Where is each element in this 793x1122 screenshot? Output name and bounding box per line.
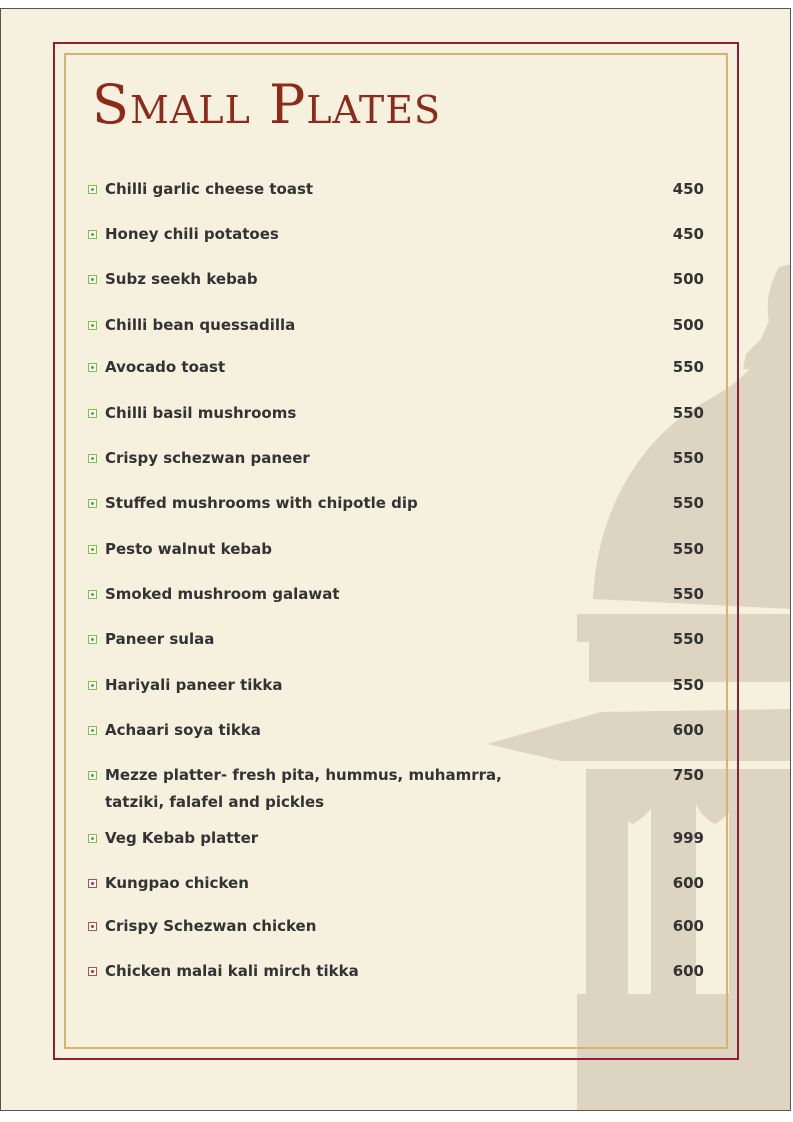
- veg-mark-icon: [88, 771, 97, 780]
- menu-item-price: 550: [672, 676, 704, 694]
- menu-item-name: Smoked mushroom galawat: [105, 585, 340, 603]
- menu-item-name: Kungpao chicken: [105, 874, 249, 892]
- menu-item-price: 600: [672, 721, 704, 739]
- veg-mark-icon: [88, 545, 97, 554]
- menu-item-price: 500: [672, 270, 704, 288]
- veg-mark-icon: [88, 454, 97, 463]
- veg-mark-icon: [88, 185, 97, 194]
- menu-item-name: Crispy Schezwan chicken: [105, 917, 317, 935]
- menu-item-name: Chicken malai kali mirch tikka: [105, 962, 359, 980]
- menu-item-name: Mezze platter- fresh pita, hummus, muhamrra, tatziki, falafel and pickles: [105, 766, 502, 811]
- menu-item-name: Chilli bean quessadilla: [105, 316, 296, 334]
- menu-item-price: 999: [672, 829, 704, 847]
- nonveg-mark-icon: [88, 967, 97, 976]
- veg-mark-icon: [88, 230, 97, 239]
- menu-item-price: 600: [672, 874, 704, 892]
- veg-mark-icon: [88, 681, 97, 690]
- menu-item-price: 600: [672, 917, 704, 935]
- menu-item-price: 550: [672, 540, 704, 558]
- menu-item-name: Chilli basil mushrooms: [105, 404, 297, 422]
- menu-item-price: 450: [672, 180, 704, 198]
- menu-item-price: 450: [672, 225, 704, 243]
- menu-item-name: Pesto walnut kebab: [105, 540, 273, 558]
- menu-item-name: Subz seekh kebab: [105, 270, 258, 288]
- menu-item-price: 750: [672, 766, 704, 784]
- menu-item-price: 550: [672, 494, 704, 512]
- menu-item-name: Crispy schezwan paneer: [105, 449, 310, 467]
- menu-item-price: 550: [672, 358, 704, 376]
- menu-item-name: Veg Kebab platter: [105, 829, 259, 847]
- veg-mark-icon: [88, 275, 97, 284]
- menu-item-price: 550: [672, 404, 704, 422]
- menu-item-name: Honey chili potatoes: [105, 225, 279, 243]
- menu-item-price: 550: [672, 585, 704, 603]
- veg-mark-icon: [88, 363, 97, 372]
- veg-mark-icon: [88, 321, 97, 330]
- menu-item-price: 550: [672, 630, 704, 648]
- menu-item-price: 500: [672, 316, 704, 334]
- veg-mark-icon: [88, 499, 97, 508]
- section-title: Small Plates: [92, 73, 442, 136]
- menu-item-price: 550: [672, 449, 704, 467]
- menu-item-name: Paneer sulaa: [105, 630, 215, 648]
- nonveg-mark-icon: [88, 922, 97, 931]
- veg-mark-icon: [88, 726, 97, 735]
- veg-mark-icon: [88, 834, 97, 843]
- veg-mark-icon: [88, 590, 97, 599]
- menu-item-name: Avocado toast: [105, 358, 226, 376]
- menu-item-name: Hariyali paneer tikka: [105, 676, 283, 694]
- nonveg-mark-icon: [88, 879, 97, 888]
- menu-item-name: Stuffed mushrooms with chipotle dip: [105, 494, 418, 512]
- menu-item-name: Chilli garlic cheese toast: [105, 180, 314, 198]
- menu-item-price: 600: [672, 962, 704, 980]
- veg-mark-icon: [88, 409, 97, 418]
- veg-mark-icon: [88, 635, 97, 644]
- menu-item-name: Achaari soya tikka: [105, 721, 261, 739]
